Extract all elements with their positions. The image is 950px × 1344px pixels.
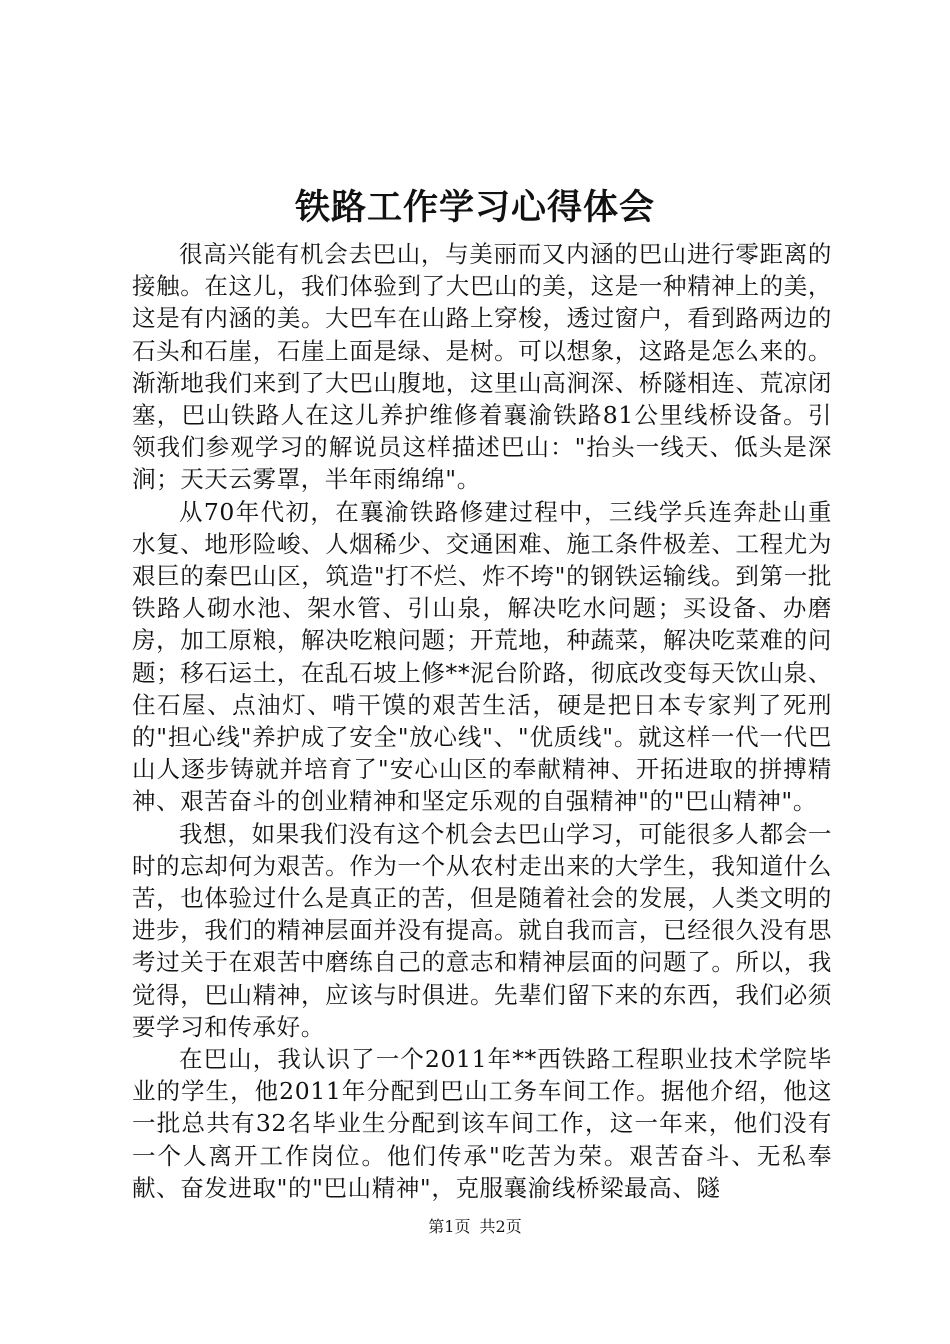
paragraph-2: 从70年代初，在襄渝铁路修建过程中，三线学兵连奔赴山重水复、地形险峻、人烟稀少、交通困难、施工条件极差、工程尤为艰巨的秦巴山区，筑造"打不烂、炸不垮"的钢铁运输线。到第一批铁路人砌水池、架水管、引山泉，解决吃水问题；买设备、办磨房，加工原粮，解决吃粮问题；开荒地，种蔬菜，解决吃菜难的问题；移石运土，在乱石坡上修**泥台阶路，彻底改变每天饮山泉、住石屋、点油灯、啃干馍的艰苦生活，硬是把日本专家判了死刑的"担心线"养护成了安全"放心线"、"优质线"。就这样一代一代巴山人逐步铸就并培育了"安心山区的奉献精神、开拓进取的拼搏精神、艰苦奋斗的创业精神和坚定乐观的自强精神"的"巴山精神"。 [132, 497, 832, 816]
paragraph-1: 很高兴能有机会去巴山，与美丽而又内涵的巴山进行零距离的接触。在这儿，我们体验到了大巴山的美，这是一种精神上的美，这是有内涵的美。大巴车在山路上穿梭，透过窗户，看到路两边的石头和石崖，石崖上面是绿、是树。可以想象，这路是怎么来的。渐渐地我们来到了大巴山腹地，这里山高涧深、桥隧相连、荒凉闭塞，巴山铁路人在这儿养护维修着襄渝铁路81公里线桥设备。引领我们参观学习的解说员这样描述巴山："抬头一线天、低头是深涧；天天云雾罩，半年雨绵绵"。 [132, 240, 832, 494]
document-title: 铁路工作学习心得体会 [294, 187, 655, 228]
page-number: 第1页 [428, 1217, 471, 1236]
page-total: 共2页 [479, 1217, 522, 1236]
page-footer [0, 1216, 950, 1238]
paragraph-4: 在巴山，我认识了一个2011年**西铁路工程职业技术学院毕业的学生，他2011年分配到巴山工务车间工作。据他介绍，他这一批总共有32名毕业生分配到该车间工作，这一年来，他们没有一个人离开工作岗位。他们传承"吃苦为荣。艰苦奋斗、无私奉献、奋发进取"的"巴山精神"，克服襄渝线桥梁最高、隧 [132, 1045, 832, 1202]
document-body [132, 238, 832, 1204]
paragraph-3: 我想，如果我们没有这个机会去巴山学习，可能很多人都会一时的忘却何为艰苦。作为一个从农村走出来的大学生，我知道什么苦，也体验过什么是真正的苦，但是随着社会的发展，人类文明的进步，我们的精神层面并没有提高。就自我而言，已经很久没有思考过关于在艰苦中磨练自己的意志和精神层面的问题了。所以，我觉得，巴山精神，应该与时俱进。先辈们留下来的东西，我们必须要学习和传承好。 [132, 819, 832, 1041]
